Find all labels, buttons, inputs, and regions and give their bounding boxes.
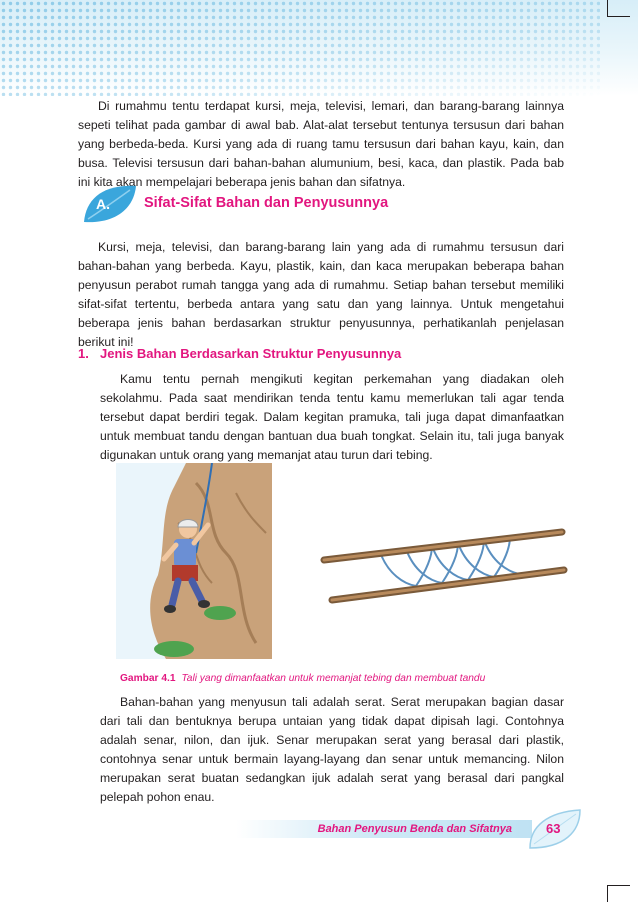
subsection-heading	[78, 346, 401, 361]
section-heading	[80, 182, 389, 226]
footer-book-title: Bahan Penyusun Benda dan Sifatnya	[317, 823, 512, 835]
subsection-paragraph-1: Kamu tentu pernah mengikuti kegitan perkemahan yang diadakan oleh sekolahmu. Pada saat mendirikan tenda tentu kamu memerlukan tali agar tenda tersebut dapat berdiri tegak. Dalam kegitan pramuka, tali juga dapat dimanfaatkan untuk membuat tandu dengan bantuan dua buah tongkat. Selain itu, tali juga banyak digunakan untuk orang yang memanjat atau turun dari tebing.	[100, 372, 564, 462]
rope-stretcher-illustration	[318, 524, 568, 604]
section-letter: A.	[96, 196, 110, 212]
subsection-title: Jenis Bahan Berdasarkan Struktur Penyusunnya	[100, 346, 402, 361]
figure-label: Gambar 4.1	[120, 673, 176, 684]
figure-caption-text: Tali yang dimanfaatkan untuk memanjat tebing dan membuat tandu	[181, 673, 486, 684]
subsection-paragraph-2: Bahan-bahan yang menyusun tali adalah serat. Serat merupakan bagian dasar dari tali dan bentuknya berupa untaian yang tidak dapat dipisah lagi. Contohnya adalah senar, nilon, dan ijuk. Senar merupakan serat yang berasal dari plastik, contohnya senar untuk bermain layang-layang dan senar untuk memancing. Nilon merupakan serat buatan sedangkan ijuk adalah serat yang berasal dari pangkal pelepah pohon enau.	[100, 695, 564, 804]
figure-caption	[120, 673, 485, 684]
crop-mark-top	[607, 0, 630, 17]
dotted-pattern-decoration	[0, 0, 600, 96]
leaf-icon	[80, 182, 140, 226]
section-title: Sifat-Sifat Bahan dan Penyusunnya	[144, 195, 389, 211]
section-paragraph: Kursi, meja, televisi, dan barang-barang lain yang ada di rumahmu tersusun dari bahan-bahan yang berbeda. Kayu, plastik, kain, dan kaca merupakan beberapa bahan penyusun perabot rumah tangga yang ada di rumahmu. Setiap bahan tersebut memiliki sifat-sifat tertentu, berbeda antara yang satu dan yang lainnya. Untuk mengetahui beberapa jenis bahan berdasarkan struktur penyusunnya, perhatikanlah penjelasan berikut ini!	[78, 240, 564, 349]
intro-paragraph: Di rumahmu tentu terdapat kursi, meja, televisi, lemari, dan barang-barang lainnya sepeti telihat pada gambar di awal bab. Alat-alat tersebut tentunya tersusun dari bahan yang berbeda-beda. Kursi yang ada di ruang tamu tersusun dari bahan kayu, kain, dan busa. Televisi tersusun dari bahan-bahan alumunium, besi, kaca, dan plastik. Pada bab ini kita akan mempelajari beberapa jenis bahan dan sifatnya.	[78, 99, 564, 189]
subsection-number: 1.	[78, 346, 89, 361]
page-number: 63	[546, 821, 561, 836]
header-band	[0, 0, 638, 96]
crop-mark-bottom	[607, 885, 630, 902]
rock-climber-illustration	[116, 463, 272, 659]
